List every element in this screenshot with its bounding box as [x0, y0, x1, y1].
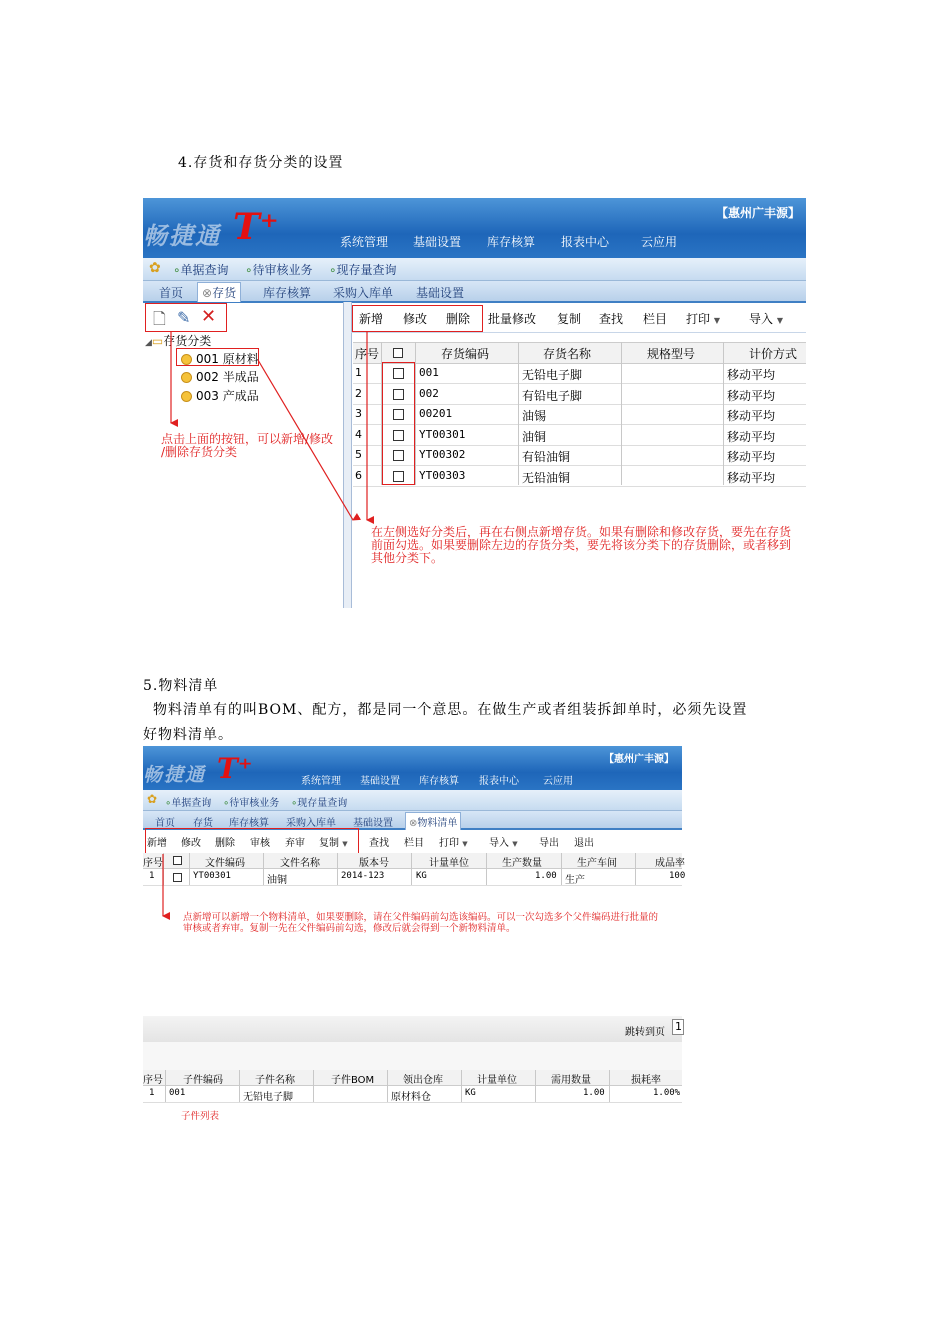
- new-button[interactable]: 新增: [359, 312, 384, 326]
- section-5-paragraph: 物料清单有的叫BOM、配方，都是同一个意思。在做生产或者组装拆卸单时，必须先设置 好物料清单。: [143, 702, 748, 743]
- col-method: 计价方式: [749, 347, 798, 361]
- close-icon[interactable]: ⊗: [202, 286, 213, 300]
- find-button[interactable]: 查找: [599, 312, 624, 326]
- cell-no: 1: [355, 366, 362, 379]
- cell-no: 5: [355, 448, 362, 461]
- tab-inventory[interactable]: ⊗存货: [197, 282, 241, 302]
- section-5-heading: 5.物料清单: [143, 678, 219, 694]
- table-header: [143, 1070, 682, 1086]
- quick-pending-review[interactable]: ∘待审核业务: [245, 263, 313, 277]
- cell-method: 移动平均: [727, 409, 776, 423]
- new-button[interactable]: 新增: [147, 838, 167, 849]
- col-unit: 计量单位: [429, 858, 469, 869]
- import-button[interactable]: 导入 ▼: [749, 312, 783, 326]
- cell-unit: KG: [465, 1088, 476, 1098]
- col-no: 序号: [143, 1075, 163, 1086]
- component-list-caption: 子件列表: [181, 1111, 220, 1122]
- find-button[interactable]: 查找: [369, 838, 389, 849]
- cell-code: 001: [419, 366, 439, 379]
- cell-method: 移动平均: [727, 429, 776, 444]
- new-file-icon[interactable]: 🗋: [153, 309, 166, 328]
- dropdown-arrow-icon: ▼: [462, 840, 468, 848]
- col-name: 存货名称: [543, 347, 592, 361]
- copy-button[interactable]: 复制: [557, 312, 582, 326]
- cell-qty: 1.00: [535, 871, 557, 881]
- cell-name: 油锡: [522, 409, 547, 423]
- edit-icon[interactable]: ✎: [177, 308, 191, 327]
- note-bom: 点新增可以新增一个物料清单，如果要删除，请在父件编码前勾选该编码。可以一次勾选多个父件编码进行批量的 审核或者弃审。复制一先在父件编码前勾选，修改后就会得到一个新物料清单。: [183, 912, 659, 934]
- col-code: 存货编码: [441, 347, 490, 361]
- tab-bom[interactable]: ⊗物料清单: [405, 812, 461, 830]
- import-button[interactable]: 导入 ▼: [489, 838, 518, 849]
- cell-no: 1: [149, 1088, 155, 1098]
- quick-doc-query[interactable]: ∘单据查询: [165, 798, 212, 809]
- cell-qty: 1.00: [583, 1088, 605, 1098]
- app-logo: 畅捷通: [143, 764, 207, 786]
- jump-page-input[interactable]: 1: [672, 1019, 684, 1035]
- gear-icon: ✿: [147, 792, 158, 806]
- quick-stock-query[interactable]: ∘现存量查询: [329, 263, 397, 277]
- cell-version: 2014-123: [341, 871, 385, 881]
- spacer-area: [143, 1042, 682, 1070]
- section-4-heading: 4.存货和存货分类的设置: [178, 155, 344, 171]
- quick-pending-review[interactable]: ∘待审核业务: [223, 798, 280, 809]
- col-loss: 损耗率: [631, 1075, 661, 1086]
- cell-method: 移动平均: [727, 388, 776, 403]
- cell-workshop: 生产: [565, 875, 585, 886]
- cell-name: 无铅电子脚: [522, 368, 583, 382]
- tree-item[interactable]: 001 原材料: [181, 350, 259, 367]
- inventory-screenshot: [143, 198, 806, 608]
- cell-no: 6: [355, 468, 362, 482]
- tab-inventory-accounting[interactable]: 库存核算: [263, 286, 312, 300]
- tree-root[interactable]: ◢▭存货分类: [145, 334, 212, 348]
- tab-basic-settings[interactable]: 基础设置: [353, 818, 393, 829]
- app-logo-mark: T⁺: [217, 752, 253, 785]
- col-unit: 计量单位: [477, 1075, 517, 1086]
- col-workshop: 生产车间: [577, 858, 617, 869]
- cell-name: 无铅油铜: [522, 470, 571, 485]
- tree-item[interactable]: 002 半成品: [181, 368, 259, 385]
- jump-label: 跳转到页: [625, 1027, 665, 1038]
- cell-unit: KG: [416, 871, 427, 881]
- col-code: 子件编码: [183, 1075, 223, 1086]
- batch-edit-button[interactable]: 批量修改: [488, 312, 537, 326]
- print-button[interactable]: 打印 ▼: [439, 838, 468, 849]
- cell-no: 3: [355, 407, 362, 420]
- close-icon[interactable]: ⊗: [409, 818, 418, 829]
- cell-method: 移动平均: [727, 368, 776, 382]
- cell-no: 2: [355, 386, 362, 400]
- cell-code: 001: [169, 1088, 186, 1098]
- cell-no: 1: [149, 871, 155, 881]
- tab-home[interactable]: 首页: [159, 286, 184, 300]
- folder-icon: ▭: [151, 334, 164, 348]
- cell-name: 有铅油铜: [522, 450, 571, 464]
- col-name: 子件名称: [255, 1075, 295, 1086]
- col-no: 序号: [355, 347, 380, 361]
- quick-doc-query[interactable]: ∘单据查询: [173, 263, 229, 277]
- columns-button[interactable]: 栏目: [404, 838, 424, 849]
- cell-code: 00201: [419, 407, 453, 420]
- delete-icon[interactable]: ✕: [201, 306, 217, 327]
- cell-warehouse: 原材料仓: [391, 1092, 431, 1103]
- menu-cloud[interactable]: 云应用: [543, 776, 573, 787]
- cell-method: 移动平均: [727, 450, 776, 464]
- col-rate: 成品率: [655, 858, 685, 869]
- menu-system[interactable]: 系统管理: [301, 776, 341, 787]
- dropdown-arrow-icon: ▼: [342, 840, 348, 848]
- company-name: 【惠州广丰源】: [604, 754, 674, 765]
- col-warehouse: 领出仓库: [403, 1075, 443, 1086]
- note-left: 点击上面的按钮，可以新增/修改 /删除存货分类: [161, 432, 334, 459]
- gear-icon: ✿: [149, 260, 161, 276]
- tree-item[interactable]: 003 产成品: [181, 387, 259, 404]
- menu-report-center[interactable]: 报表中心: [561, 235, 610, 249]
- cell-name: 油铜: [267, 875, 287, 886]
- cell-code: YT00301: [193, 871, 231, 881]
- export-button[interactable]: 导出: [539, 838, 559, 849]
- menu-report-center[interactable]: 报表中心: [479, 776, 519, 787]
- tab-basic-settings[interactable]: 基础设置: [416, 286, 465, 300]
- menu-cloud[interactable]: 云应用: [641, 235, 678, 249]
- col-name: 文件名称: [280, 858, 320, 869]
- cell-name: 有铅电子脚: [522, 388, 583, 403]
- tab-home[interactable]: 首页: [155, 818, 175, 829]
- menu-inventory-accounting[interactable]: 库存核算: [487, 235, 536, 249]
- tab-inventory[interactable]: 存货: [193, 818, 213, 829]
- app-logo-mark: T⁺: [233, 206, 279, 248]
- cell-loss: 1.00%: [653, 1088, 681, 1098]
- delete-button[interactable]: 删除: [215, 838, 235, 849]
- print-button[interactable]: 打印 ▼: [686, 312, 720, 326]
- app-logo: 畅捷通: [143, 221, 221, 250]
- edit-button[interactable]: 修改: [181, 838, 201, 849]
- col-bom: 子件BOM: [331, 1075, 375, 1086]
- exit-button[interactable]: 退出: [574, 838, 594, 849]
- menu-inventory-accounting[interactable]: 库存核算: [419, 776, 459, 787]
- cell-name: 油铜: [522, 429, 547, 444]
- tab-purchase-receipt[interactable]: 采购入库单: [333, 286, 394, 300]
- columns-button[interactable]: 栏目: [643, 312, 668, 326]
- tab-inventory-accounting[interactable]: 库存核算: [229, 818, 269, 829]
- copy-button[interactable]: 复制 ▼: [319, 838, 348, 849]
- table-row[interactable]: [143, 1086, 682, 1103]
- approve-button[interactable]: 审核: [250, 838, 270, 849]
- dropdown-arrow-icon: ▼: [713, 316, 720, 325]
- cell-code: YT00303: [419, 468, 466, 482]
- arrow-diagonal: [258, 360, 353, 520]
- col-no: 序号: [143, 858, 163, 869]
- menu-system[interactable]: 系统管理: [340, 235, 389, 249]
- col-version: 版本号: [359, 858, 389, 869]
- cell-code: YT00301: [419, 427, 466, 441]
- col-spec: 规格型号: [647, 347, 696, 361]
- company-name: 【惠州广丰源】: [715, 206, 800, 220]
- menu-basic-settings[interactable]: 基础设置: [360, 776, 400, 787]
- note-right: 在左侧选好分类后，再在右侧点新增存货。如果有删除和修改存货，要先在存货 前面勾选。如果要删除左边的存货分类，要先将该分类下的存货删除，或者移到 其他分类下。: [371, 525, 792, 565]
- cell-code: YT00302: [419, 448, 466, 461]
- cell-name: 无铅电子脚: [243, 1092, 293, 1103]
- dropdown-arrow-icon: ▼: [776, 316, 783, 325]
- quick-stock-query[interactable]: ∘现存量查询: [291, 798, 348, 809]
- col-qty: 生产数量: [502, 858, 542, 869]
- cell-method: 移动平均: [727, 470, 776, 485]
- component-table: [143, 1070, 682, 1102]
- edit-button[interactable]: 修改: [403, 312, 428, 326]
- col-qty: 需用数量: [551, 1075, 591, 1086]
- annotation-arrows: [143, 198, 806, 608]
- unapprove-button[interactable]: 弃审: [285, 838, 305, 849]
- component-screenshot: [143, 1016, 682, 1126]
- dropdown-arrow-icon: ▼: [512, 840, 518, 848]
- col-code: 文件编码: [205, 858, 245, 869]
- cell-code: 002: [419, 386, 439, 400]
- bom-screenshot: [143, 746, 686, 946]
- cell-no: 4: [355, 427, 362, 441]
- cell-rate: 100: [669, 871, 686, 881]
- delete-button[interactable]: 删除: [446, 312, 471, 326]
- pager-bar: [143, 1016, 682, 1043]
- menu-basic-settings[interactable]: 基础设置: [413, 235, 462, 249]
- tab-purchase-receipt[interactable]: 采购入库单: [286, 818, 336, 829]
